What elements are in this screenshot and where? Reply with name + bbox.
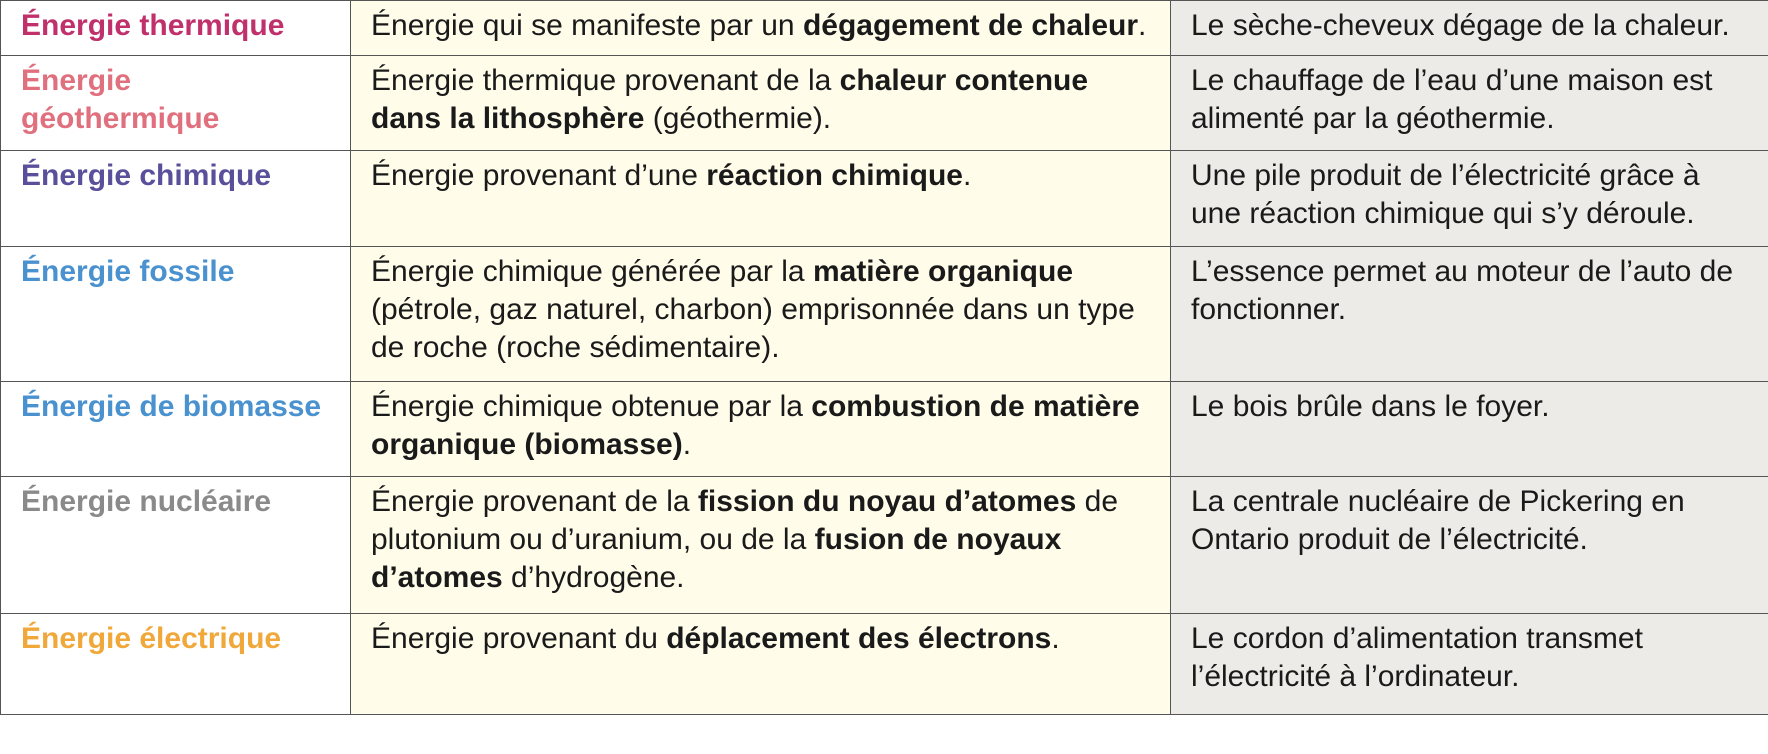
energy-type-name: Énergie chimique [1,151,351,247]
energy-type-name: Énergie électrique [1,614,351,715]
table-row [1,247,1768,382]
energy-definition: Énergie chimique générée par la matière organique (pétrole, gaz naturel, charbon) emprisonnée dans un type de roche (roche sédimentaire). [351,247,1171,382]
energy-definition: Énergie provenant de la fission du noyau d’atomes de plutonium ou d’uranium, ou de la fusion de noyaux d’atomes d’hydrogène. [351,477,1171,614]
energy-type-name: Énergie nucléaire [1,477,351,614]
energy-definition: Énergie provenant d’une réaction chimique. [351,151,1171,247]
energy-type-name: Énergie fossile [1,247,351,382]
energy-example: Le bois brûle dans le foyer. [1171,382,1768,477]
table-row [1,382,1768,477]
table-row [1,477,1768,614]
energy-definition: Énergie provenant du déplacement des électrons. [351,614,1171,715]
energy-example: Une pile produit de l’électricité grâce à une réaction chimique qui s’y déroule. [1171,151,1768,247]
energy-definition: Énergie thermique provenant de la chaleur contenue dans la lithosphère (géothermie). [351,56,1171,151]
energy-definition: Énergie chimique obtenue par la combustion de matière organique (biomasse). [351,382,1171,477]
energy-type-name: Énergie thermique [1,1,351,56]
energy-example: Le cordon d’alimentation transmet l’électricité à l’ordinateur. [1171,614,1768,715]
energy-type-name: Énergie géothermique [1,56,351,151]
table-row [1,1,1768,56]
table-row [1,151,1768,247]
energy-definition: Énergie qui se manifeste par un dégagement de chaleur. [351,1,1171,56]
table-row [1,614,1768,715]
energy-example: L’essence permet au moteur de l’auto de fonctionner. [1171,247,1768,382]
energy-example: Le sèche-cheveux dégage de la chaleur. [1171,1,1768,56]
table-row [1,56,1768,151]
energy-example: La centrale nucléaire de Pickering en Ontario produit de l’électricité. [1171,477,1768,614]
energy-type-name: Énergie de biomasse [1,382,351,477]
energy-example: Le chauffage de l’eau d’une maison est alimenté par la géothermie. [1171,56,1768,151]
